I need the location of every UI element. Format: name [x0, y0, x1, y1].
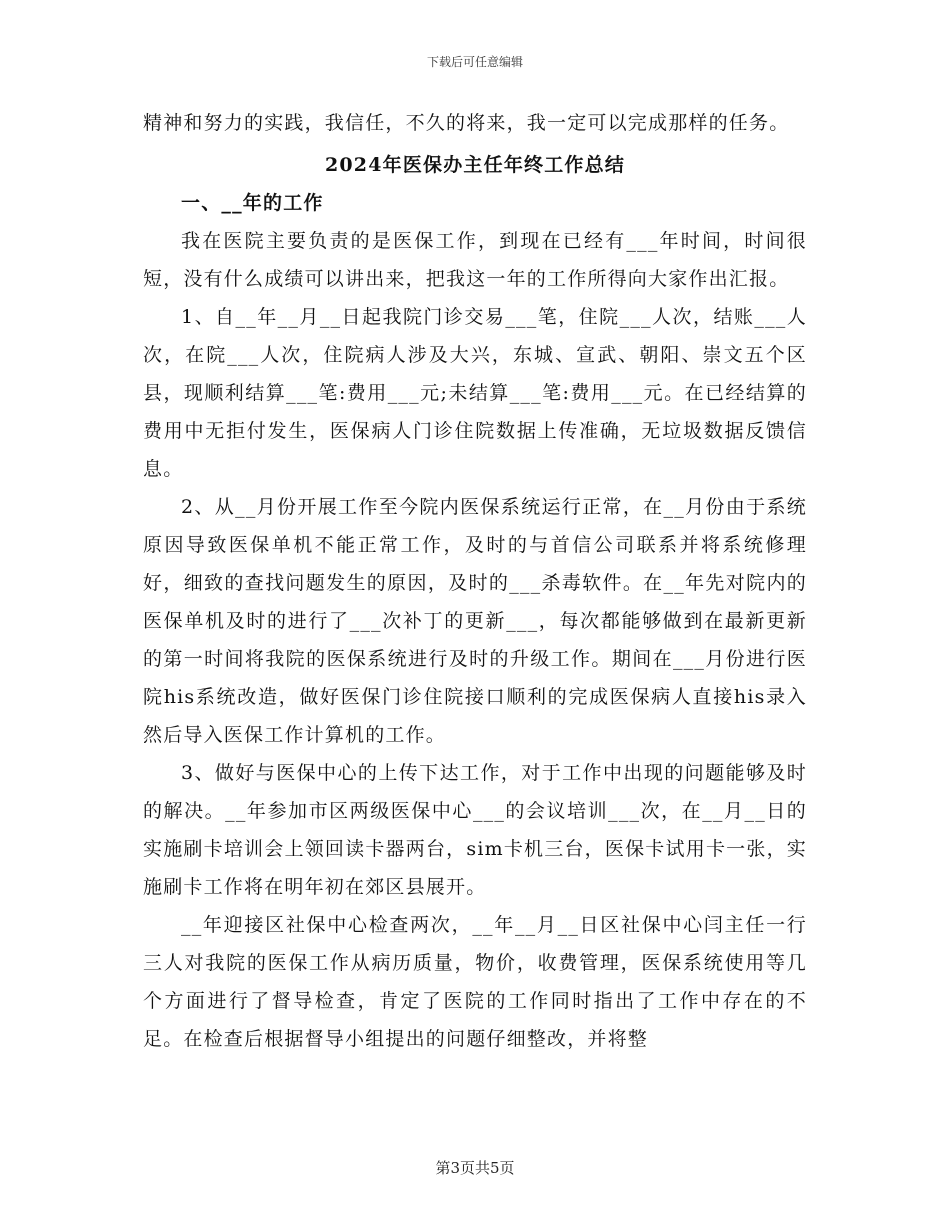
body-paragraph: 2、从__月份开展工作至今院内医保系统运行正常，在__月份由于系统原因导致医保单机不能正常工作，及时的与首信公司联系并将系统修理好，细致的查找问题发生的原因，及时的___杀毒软件。在__年先对院内的医保单机及时的进行了___次补丁的更新___，每次都能够做到在最新更新的第一时间将我院的医保系统进行及时的升级工作。期间在___月份进行医院his系统改造，做好医保门诊住院接口顺利的完成医保病人直接his录入然后导入医保工作计算机的工作。	[143, 496, 807, 746]
body-paragraph: __年迎接区社保中心检查两次，__年__月__日区社保中心闫主任一行三人对我院的医保工作从病历质量，物价，收费管理，医保系统使用等几个方面进行了督导检查，肯定了医院的工作同时指出了工作中存在的不足。在检查后根据督导小组提出的问题仔细整改，并将整	[143, 914, 807, 1050]
document-body	[143, 104, 807, 1058]
continuation-paragraph: 精神和努力的实践，我信任，不久的将来，我一定可以完成那样的任务。	[143, 112, 790, 134]
document-title: 2024年医保办主任年终工作总结	[324, 154, 626, 176]
body-paragraph: 我在医院主要负责的是医保工作，到现在已经有___年时间，时间很短，没有什么成绩可以讲出来，把我这一年的工作所得向大家作出汇报。	[143, 230, 807, 290]
page-header-note: 下载后可任意编辑	[426, 55, 523, 69]
body-paragraph: 3、做好与医保中心的上传下达工作，对于工作中出现的问题能够及时的解决。__年参加市区两级医保中心___的会议培训___次，在__月__日的实施刷卡培训会上领回读卡器两台，sim卡机三台，医保卡试用卡一张，实施刷卡工作将在明年初在郊区县展开。	[143, 762, 807, 898]
body-paragraph: 1、自__年__月__日起我院门诊交易___笔，住院___人次，结账___人次，在院___人次，住院病人涉及大兴，东城、宣武、朝阳、崇文五个区县，现顺利结算___笔:费用___元;未结算___笔:费用___元。在已经结算的费用中无拒付发生，医保病人门诊住院数据上传准确，无垃圾数据反馈信息。	[143, 306, 807, 480]
page-footer: 第3页共5页	[435, 1159, 515, 1177]
section-heading: 一、__年的工作	[181, 192, 324, 214]
